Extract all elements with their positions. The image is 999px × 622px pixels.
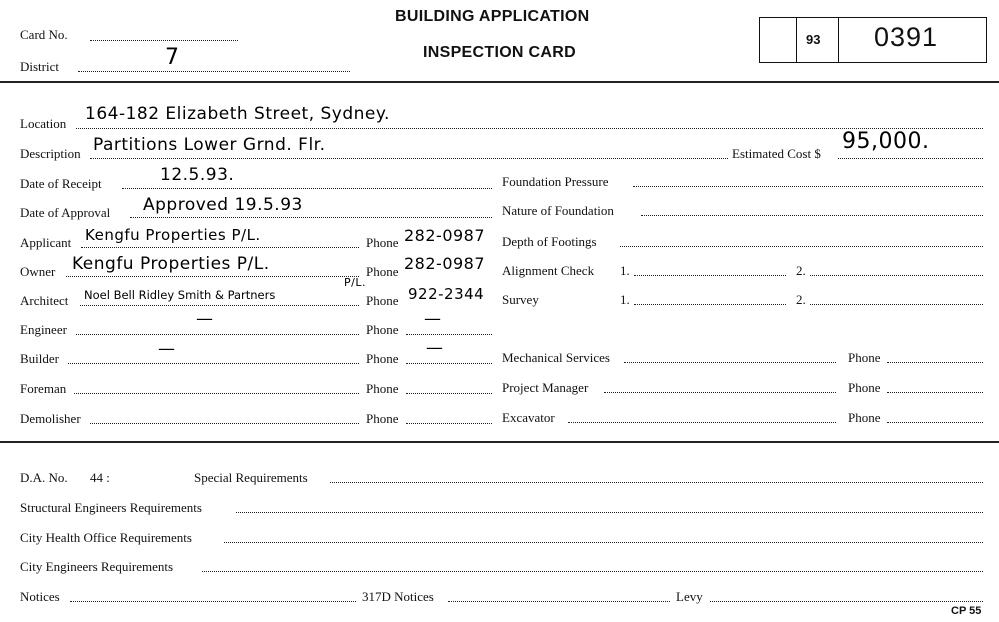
applicant-label: Applicant	[20, 235, 72, 250]
date-receipt-label: Date of Receipt	[20, 176, 102, 191]
architect-pl: P/L.	[344, 276, 366, 289]
estimated-cost-value: 95,000.	[842, 129, 930, 154]
excavator-field[interactable]	[568, 422, 836, 423]
card-no-label: Card No.	[20, 27, 68, 42]
box-divider	[838, 18, 839, 62]
project-manager-phone-label: Phone	[848, 380, 881, 395]
special-requirements-field[interactable]	[330, 482, 983, 483]
excavator-phone-label: Phone	[848, 410, 881, 425]
description-value: Partitions Lower Grnd. Flr.	[93, 135, 326, 155]
district-label: District	[20, 59, 59, 74]
nature-foundation-label: Nature of Foundation	[502, 203, 614, 218]
mechanical-phone-label: Phone	[848, 350, 881, 365]
architect-label: Architect	[20, 293, 69, 308]
special-requirements-label: Special Requirements	[194, 470, 308, 485]
applicant-phone-value: 282-0987	[404, 226, 486, 245]
alignment-2-field[interactable]	[810, 275, 983, 276]
architect-field[interactable]	[80, 305, 359, 306]
engineer-phone-field[interactable]	[406, 334, 492, 335]
demolisher-phone-field[interactable]	[406, 423, 492, 424]
date-receipt-value: 12.5.93.	[160, 165, 235, 185]
health-requirements-label: City Health Office Requirements	[20, 530, 192, 545]
lower-rule	[0, 441, 999, 443]
date-approval-value: Approved 19.5.93	[143, 195, 303, 215]
engineer-value: —	[196, 309, 214, 329]
depth-footings-field[interactable]	[620, 246, 983, 247]
applicant-phone-label: Phone	[366, 235, 399, 250]
alignment-2-label: 2.	[796, 263, 806, 278]
survey-2-field[interactable]	[810, 304, 983, 305]
owner-label: Owner	[20, 264, 56, 279]
estimated-cost-field[interactable]	[838, 158, 983, 159]
location-label: Location	[20, 116, 67, 131]
engineer-label: Engineer	[20, 322, 67, 337]
date-receipt-field[interactable]	[122, 188, 492, 189]
builder-label: Builder	[20, 351, 59, 366]
owner-value: Kengfu Properties P/L.	[72, 254, 270, 274]
owner-phone-value: 282-0987	[404, 254, 486, 273]
excavator-label: Excavator	[502, 410, 555, 425]
date-approval-field[interactable]	[130, 217, 492, 218]
project-manager-label: Project Manager	[502, 380, 589, 395]
alignment-check-label: Alignment Check	[502, 263, 595, 278]
architect-value: Noel Bell Ridley Smith & Partners	[84, 288, 276, 302]
foreman-phone-label: Phone	[366, 381, 399, 396]
survey-label: Survey	[502, 292, 539, 307]
engineer-field[interactable]	[76, 334, 359, 335]
demolisher-label: Demolisher	[20, 411, 81, 426]
owner-phone-label: Phone	[366, 264, 399, 279]
architect-phone-value: 922-2344	[408, 285, 485, 303]
date-approval-label: Date of Approval	[20, 205, 111, 220]
card-number-value: 0391	[874, 22, 939, 52]
architect-phone-label: Phone	[366, 293, 399, 308]
foundation-pressure-label: Foundation Pressure	[502, 174, 609, 189]
applicant-field[interactable]	[81, 247, 359, 248]
foreman-field[interactable]	[74, 393, 359, 394]
form-code: CP 55	[951, 605, 982, 617]
health-requirements-field[interactable]	[224, 542, 983, 543]
survey-2-label: 2.	[796, 292, 806, 307]
builder-phone-label: Phone	[366, 351, 399, 366]
levy-field[interactable]	[710, 601, 983, 602]
district-field[interactable]	[78, 71, 350, 72]
notices-317d-field[interactable]	[448, 601, 670, 602]
da-no-value: 44 :	[90, 470, 110, 485]
survey-1-field[interactable]	[634, 304, 786, 305]
structural-requirements-label: Structural Engineers Requirements	[20, 500, 202, 515]
header-rule	[0, 81, 999, 83]
da-no-label: D.A. No.	[20, 470, 68, 485]
card-number-box	[759, 17, 987, 63]
alignment-1-label: 1.	[620, 263, 630, 278]
owner-field[interactable]	[66, 276, 359, 277]
mechanical-phone-field[interactable]	[887, 362, 983, 363]
alignment-1-field[interactable]	[634, 275, 786, 276]
foundation-pressure-field[interactable]	[633, 186, 983, 187]
builder-field[interactable]	[68, 363, 359, 364]
project-manager-field[interactable]	[604, 392, 836, 393]
city-engineers-field[interactable]	[202, 571, 983, 572]
district-value: 7	[165, 45, 180, 70]
foreman-phone-field[interactable]	[406, 393, 492, 394]
engineer-phone-label: Phone	[366, 322, 399, 337]
depth-footings-label: Depth of Footings	[502, 234, 597, 249]
survey-1-label: 1.	[620, 292, 630, 307]
estimated-cost-label: Estimated Cost $	[732, 146, 821, 161]
demolisher-phone-label: Phone	[366, 411, 399, 426]
excavator-phone-field[interactable]	[887, 422, 983, 423]
foreman-label: Foreman	[20, 381, 67, 396]
card-no-field[interactable]	[90, 40, 238, 41]
builder-phone-field[interactable]	[406, 363, 492, 364]
form-title-line1: BUILDING APPLICATION	[395, 8, 590, 25]
notices-label: Notices	[20, 589, 60, 604]
builder-value: —	[158, 339, 176, 359]
mechanical-services-label: Mechanical Services	[502, 350, 610, 365]
mechanical-services-field[interactable]	[624, 362, 836, 363]
city-engineers-label: City Engineers Requirements	[20, 559, 174, 574]
applicant-value: Kengfu Properties P/L.	[85, 226, 261, 244]
description-field[interactable]	[90, 158, 728, 159]
notices-field[interactable]	[70, 601, 356, 602]
box-divider	[796, 18, 797, 62]
levy-label: Levy	[676, 589, 703, 604]
engineer-phone-value: —	[424, 309, 442, 329]
location-value: 164-182 Elizabeth Street, Sydney.	[85, 104, 390, 124]
year-value: 93	[806, 32, 821, 47]
description-label: Description	[20, 146, 81, 161]
project-manager-phone-field[interactable]	[887, 392, 983, 393]
demolisher-field[interactable]	[90, 423, 359, 424]
nature-foundation-field[interactable]	[641, 215, 983, 216]
structural-requirements-field[interactable]	[236, 512, 983, 513]
form-title-line2: INSPECTION CARD	[423, 44, 576, 61]
builder-phone-value: —	[426, 338, 444, 358]
notices-317d-label: 317D Notices	[362, 589, 434, 604]
